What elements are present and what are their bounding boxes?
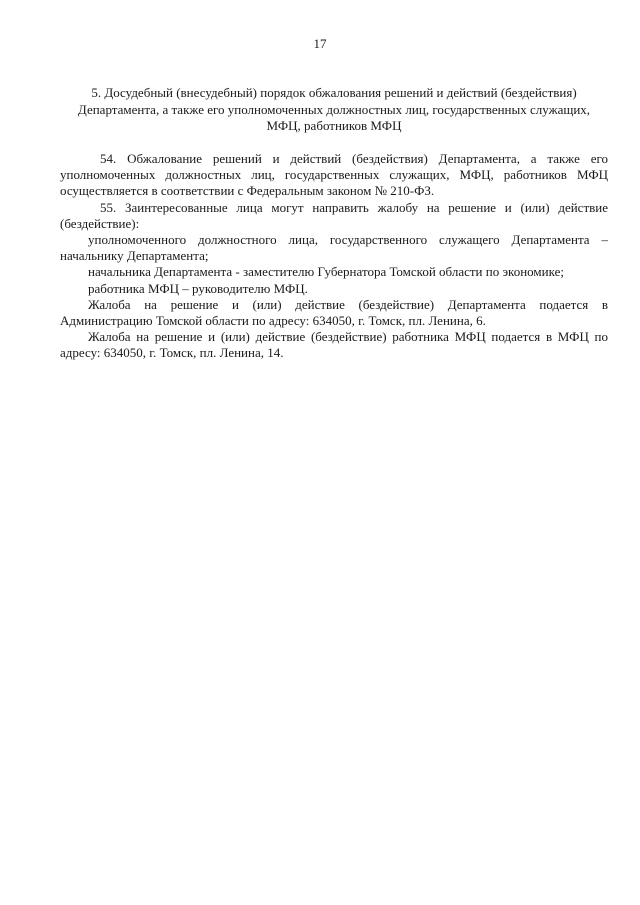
document-body	[60, 151, 608, 362]
list-item-department-head: начальника Департамента - заместителю Губернатора Томской области по экономике;	[88, 264, 564, 280]
paragraph-complaint-mfc: Жалоба на решение и (или) действие (бездействие) работника МФЦ подается в МФЦ по адресу: 634050, г. Томск, пл. Ленина, 14.	[60, 329, 608, 361]
paragraph-54: 54. Обжалование решений и действий (бездействия) Департамента, а также его уполномоченных должностных лиц, государственных служащих, МФЦ, работников МФЦ осуществляется в соответствии с Федеральным законом № 210-ФЗ.	[60, 151, 608, 199]
paragraph-complaint-department: Жалоба на решение и (или) действие (бездействие) Департамента подается в Администрацию Томской области по адресу: 634050, г. Томск, пл. Ленина, 6.	[60, 296, 608, 329]
section-heading: 5. Досудебный (внесудебный) порядок обжалования решений и действий (бездействия) Департамента, а также его уполномоченных должностных лиц, государственных служащих, МФЦ, работников МФЦ	[77, 85, 591, 133]
list-item-mfc-worker: работника МФЦ – руководителю МФЦ.	[88, 280, 308, 296]
list-item-official: уполномоченного должностного лица, государственного служащего Департамента – начальнику Департамента;	[60, 232, 608, 264]
page-number: 17	[313, 36, 327, 51]
paragraph-55: 55. Заинтересованные лица могут направить жалобу на решение и (или) действие (бездействие):	[60, 199, 608, 231]
